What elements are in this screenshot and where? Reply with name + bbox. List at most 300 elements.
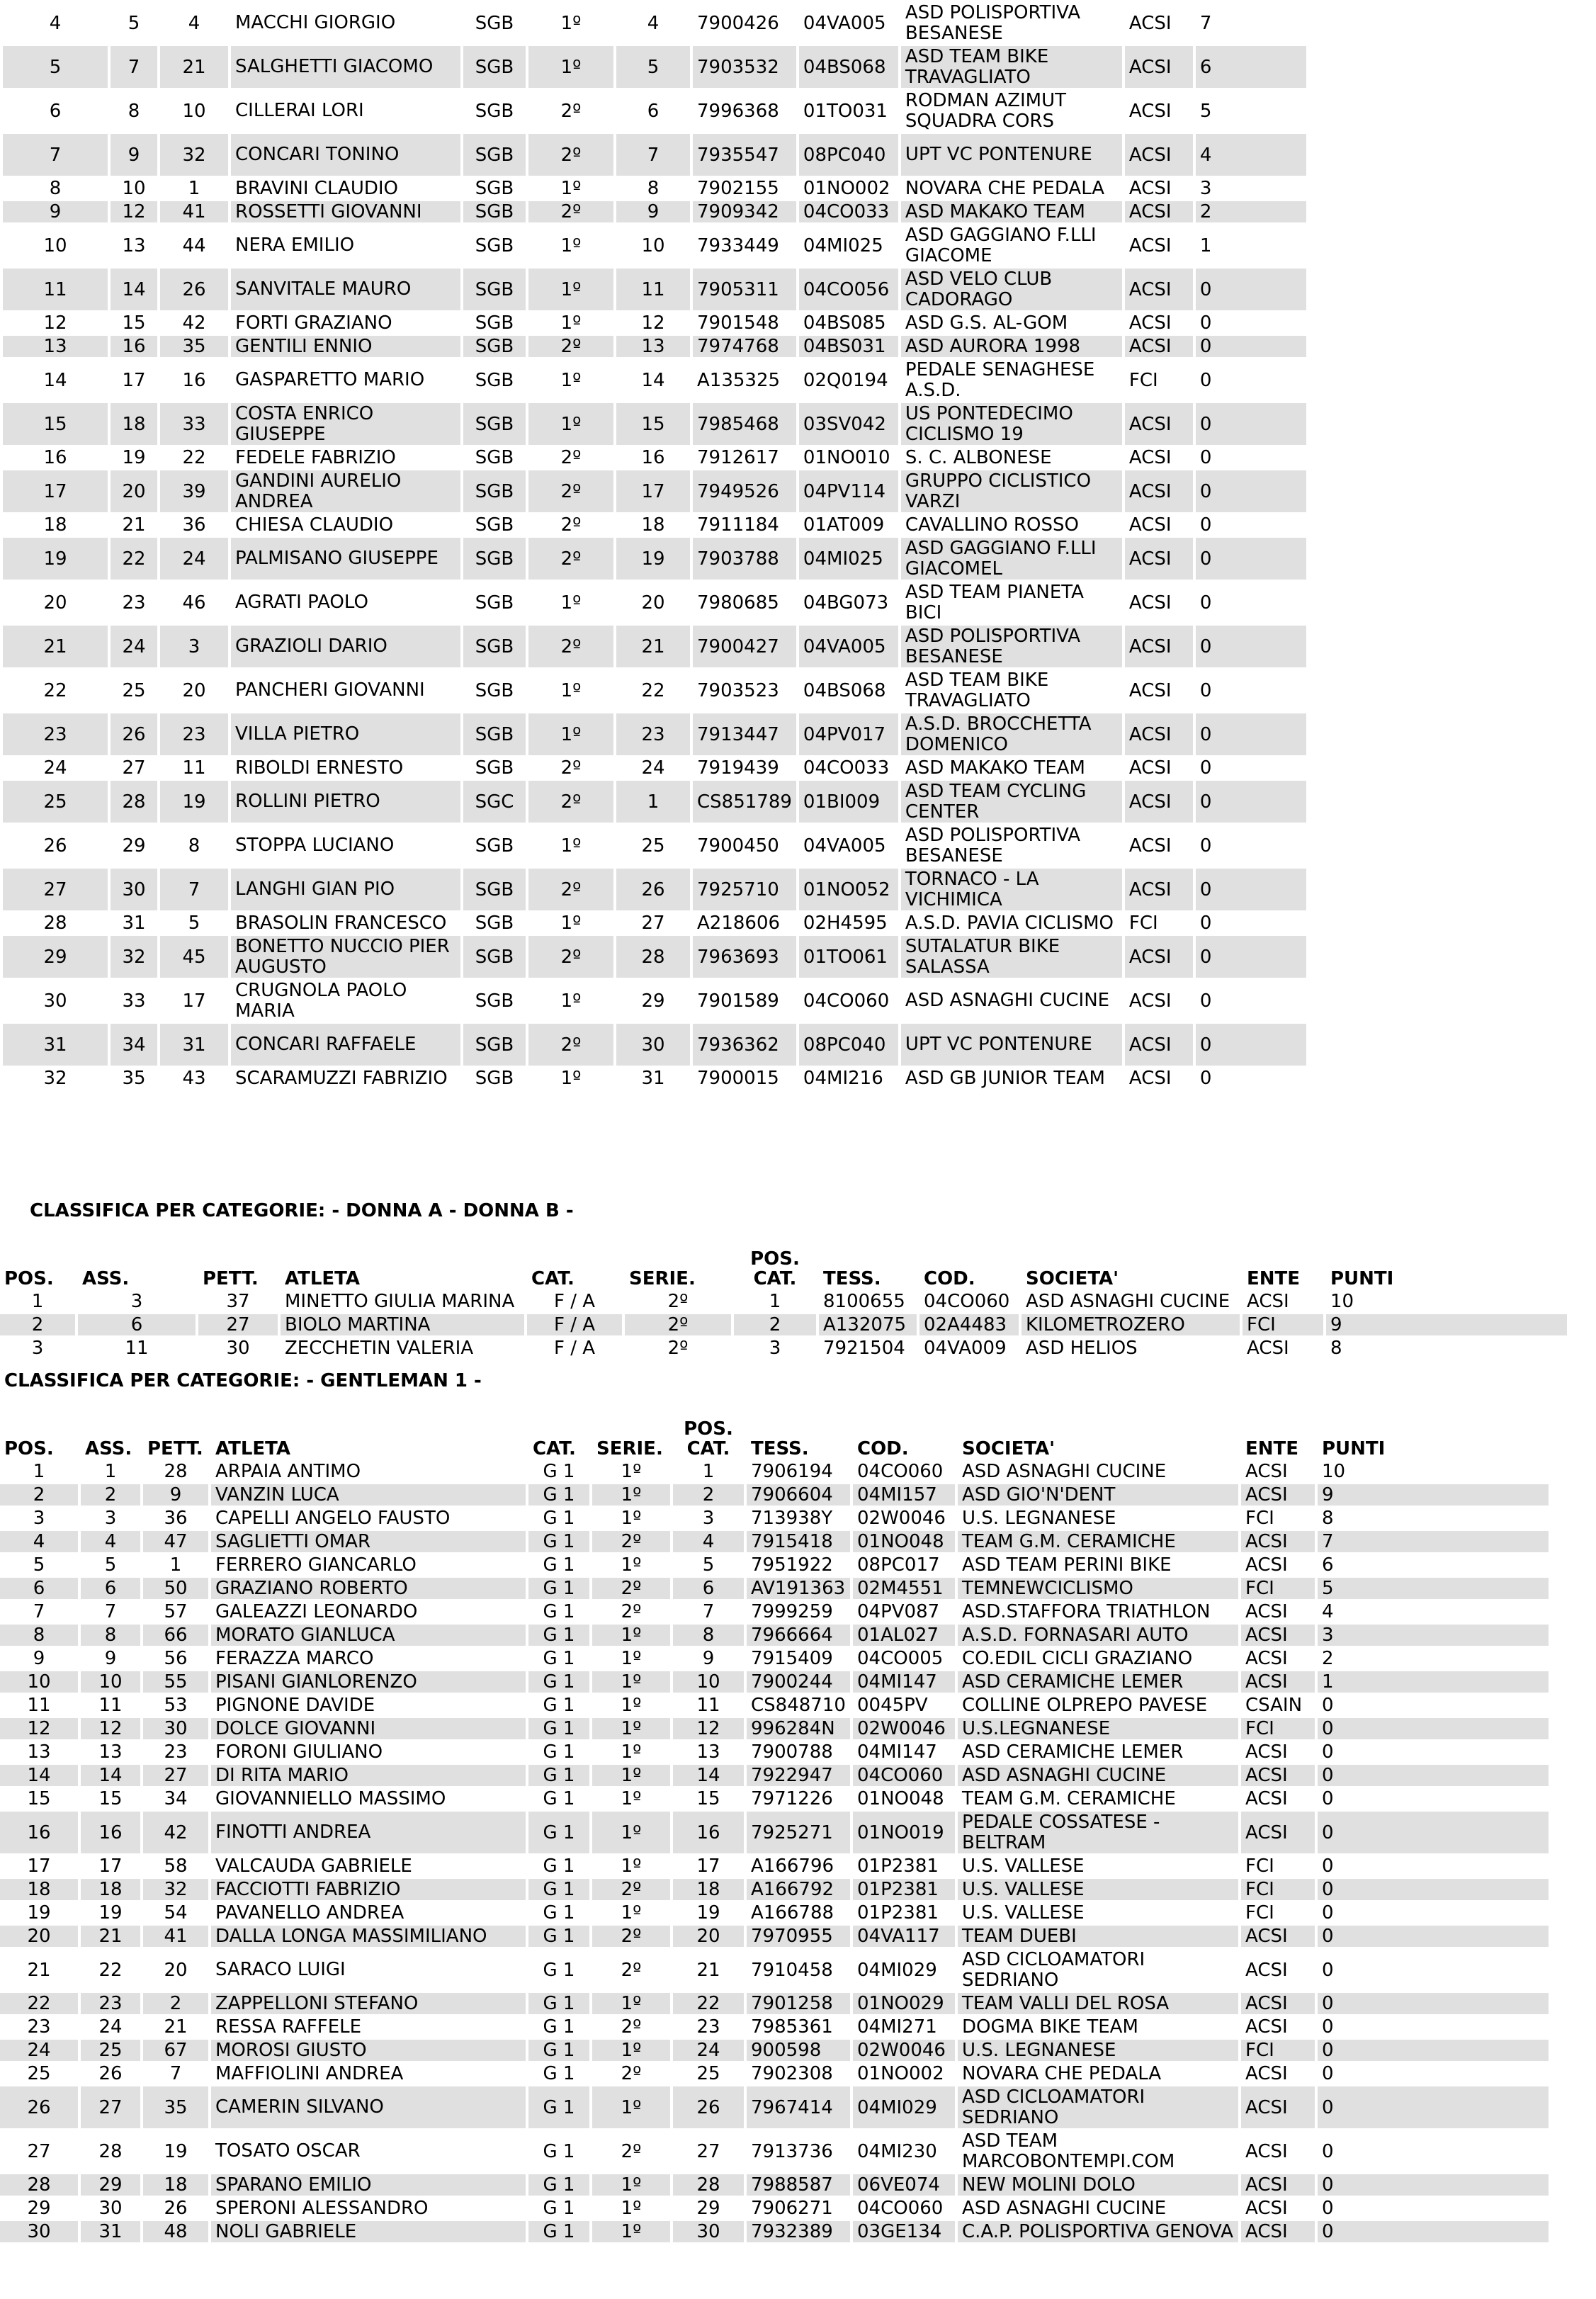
cell-cod: 04MI216 (803, 1068, 883, 1089)
cell-ass: 31 (122, 913, 146, 934)
cell-tess: 7903788 (693, 538, 796, 580)
cell-societa: ASD MAKAKO TEAM (905, 757, 1085, 779)
cell-atleta: SCARAMUZZI FABRIZIO (235, 1068, 448, 1089)
cell-atleta: FINOTTI ANDREA (211, 1812, 526, 1853)
cell-ente: ACSI (1241, 1812, 1315, 1853)
table-row (3, 225, 1306, 266)
cell-serie: 1º (621, 1648, 642, 1669)
cell-societa: ASD TEAM PIANETA BICI (905, 582, 1084, 623)
cell-poscat: 10 (641, 235, 665, 256)
cell-tess: AV191363 (747, 1578, 850, 1599)
cell-pos: 24 (0, 2040, 78, 2061)
cell-cod: 04BS085 (803, 312, 886, 334)
cell-serie: 2º (621, 2140, 642, 2162)
table-row (3, 336, 1306, 357)
cell-cod: 04MI230 (857, 2140, 937, 2162)
cell-pett: 1 (188, 178, 200, 199)
cell-pett: 24 (160, 538, 228, 580)
cell-tess: 996284N (747, 1718, 850, 1739)
cell-pett: 57 (164, 1601, 188, 1622)
cell-pos: 8 (0, 1625, 78, 1646)
cell-societa: U.S. VALLESE (962, 1902, 1085, 1924)
cell-cat: SGB (475, 447, 514, 468)
cell-serie: 1º (592, 1671, 670, 1693)
cell-pos: 7 (3, 134, 108, 176)
table-row (0, 1855, 1549, 1877)
cell-serie: 1º (621, 1902, 642, 1924)
cell-tess: 7922947 (747, 1765, 850, 1786)
cell-tess: 7925710 (693, 869, 796, 910)
table-row (0, 1993, 1549, 2014)
cell-pos: 25 (3, 781, 108, 823)
cell-pett: 2 (143, 1993, 208, 2014)
cell-pos: 30 (0, 2221, 78, 2242)
cell-serie: 2º (592, 1578, 670, 1599)
table-row (3, 936, 1306, 978)
cell-societa: U.S. LEGNANESE (958, 2040, 1238, 2061)
cell-cat: G 1 (528, 1812, 589, 1853)
cell-punti: 0 (1196, 336, 1306, 357)
cell-atleta: AGRATI PAOLO (235, 592, 368, 613)
cell-cat: G 1 (543, 2198, 575, 2219)
cell-ass: 11 (98, 1695, 123, 1716)
cell-atleta: PANCHERI GIOVANNI (235, 679, 425, 701)
cell-atleta: FEDELE FABRIZIO (235, 447, 396, 468)
cell-tess: 7910458 (751, 1959, 833, 1981)
cell-cat: SGB (463, 403, 526, 445)
cell-poscat: 20 (673, 1926, 744, 1947)
table-row (0, 1648, 1549, 1669)
cell-poscat: 25 (641, 835, 665, 857)
header-pett: PETT. (203, 1268, 259, 1289)
cell-poscat: 13 (696, 1741, 720, 1763)
cell-cod: 04CO060 (853, 1765, 955, 1786)
cell-ente: ACSI (1241, 1625, 1315, 1646)
cell-serie: 1º (592, 2221, 670, 2242)
cell-ass: 19 (98, 1902, 123, 1924)
cell-pos: 10 (0, 1671, 78, 1693)
table-row (0, 1788, 1549, 1809)
cell-poscat: 24 (673, 2040, 744, 2061)
cell-ente: ACSI (1125, 269, 1193, 310)
cell-serie: 1º (528, 46, 613, 88)
cell-tess: 7932389 (747, 2221, 850, 2242)
table-row (0, 2174, 1549, 2196)
cell-serie: 2º (667, 1338, 689, 1359)
cell-societa: ASD GB JUNIOR TEAM (905, 1068, 1105, 1089)
cell-cat: G 1 (528, 2086, 589, 2128)
cell-serie: 1º (592, 2086, 670, 2128)
cell-societa: ASD TEAM CYCLING CENTER (901, 781, 1122, 823)
table-row (3, 825, 1306, 866)
cell-tess: A218606 (697, 913, 781, 934)
cell-tess: 7900426 (697, 12, 779, 34)
cell-ass: 22 (98, 1959, 123, 1981)
cell-atleta: TOSATO OSCAR (215, 2140, 361, 2162)
cell-serie: 1º (560, 12, 582, 34)
cell-societa: U.S. VALLESE (958, 1879, 1238, 1900)
cell-serie: 2º (528, 336, 613, 357)
cell-pos: 32 (43, 1068, 67, 1089)
cell-pett: 41 (143, 1926, 208, 1947)
cell-cod: 04CO060 (857, 1461, 944, 1482)
cell-ente: ACSI (1125, 134, 1193, 176)
cell-atleta: CONCARI TONINO (231, 134, 460, 176)
cell-pos: 15 (27, 1788, 51, 1809)
cell-cod: 08PC040 (799, 1024, 898, 1066)
cell-tess: 7996368 (697, 100, 779, 122)
table-row (0, 1291, 1567, 1312)
table-row (0, 1601, 1549, 1622)
cell-pett: 17 (182, 990, 206, 1012)
cell-tess: 7980685 (697, 592, 779, 614)
cell-societa: TORNACO - LA VICHIMICA (901, 869, 1122, 910)
cell-poscat: 7 (616, 134, 690, 176)
cell-ass: 34 (111, 1024, 157, 1066)
cell-pos: 17 (3, 470, 108, 512)
cell-atleta: CRUGNOLA PAOLO MARIA (235, 980, 407, 1022)
cell-societa: U.S.LEGNANESE (958, 1718, 1238, 1739)
cell-atleta: FORTI GRAZIANO (235, 312, 392, 334)
cell-ente: ACSI (1245, 2198, 1288, 2219)
cell-societa: ASD VELO CLUB CADORAGO (901, 269, 1122, 310)
cell-societa: ASD GAGGIANO F.LLI GIACOME (905, 225, 1097, 266)
table-row (0, 1625, 1549, 1646)
cell-ass: 28 (98, 2140, 123, 2162)
cell-societa: NOVARA CHE PEDALA (905, 178, 1105, 199)
cell-ass: 14 (81, 1765, 140, 1786)
cell-serie: 1º (560, 990, 582, 1012)
cell-punti: 0 (1318, 1718, 1549, 1739)
table-row (0, 1314, 1567, 1335)
cell-pos: 13 (27, 1741, 51, 1763)
cell-poscat: 4 (673, 1531, 744, 1552)
cell-serie: 1º (560, 312, 582, 334)
cell-cod: 02H4595 (803, 913, 888, 934)
cell-cat: SGB (475, 757, 514, 779)
section-title-gentleman: CLASSIFICA PER CATEGORIE: - GENTLEMAN 1 - (4, 1370, 482, 1391)
cell-ass: 7 (104, 1601, 117, 1622)
cell-serie: 2º (528, 869, 613, 910)
table-row (0, 1508, 1549, 1529)
cell-tess: 7966664 (747, 1625, 850, 1646)
cell-cat: G 1 (528, 1926, 589, 1947)
cell-societa: ASD MAKAKO TEAM (901, 201, 1122, 222)
cell-tess: 7909342 (693, 201, 796, 222)
cell-pett: 20 (164, 1959, 188, 1981)
cell-poscat: 7 (702, 1601, 715, 1622)
cell-cod: 01P2381 (857, 1902, 939, 1924)
cell-poscat: 21 (616, 626, 690, 667)
cell-poscat: 10 (673, 1671, 744, 1693)
cell-ass: 6 (81, 1578, 140, 1599)
cell-pos: 9 (3, 201, 108, 222)
cell-poscat: 4 (647, 12, 660, 34)
cell-punti: 0 (1322, 1788, 1334, 1809)
cell-tess: 7912617 (697, 447, 779, 468)
cell-societa: RODMAN AZIMUT SQUADRA CORS (905, 90, 1067, 132)
cell-punti: 0 (1322, 1959, 1334, 1981)
cell-serie: 1º (621, 1554, 642, 1576)
cell-serie: 2º (528, 201, 613, 222)
cell-societa: ASD CICLOAMATORI SEDRIANO (962, 1949, 1145, 1991)
cell-societa: ASD TEAM BIKE TRAVAGLIATO (901, 46, 1122, 88)
cell-poscat: 15 (616, 403, 690, 445)
cell-punti: 0 (1199, 312, 1212, 334)
cell-cat: SGB (463, 336, 526, 357)
cell-ass: 17 (98, 1855, 123, 1877)
cell-tess: 7913447 (693, 713, 796, 755)
cell-ass: 30 (98, 2198, 123, 2219)
cell-pett: 42 (182, 312, 206, 334)
cell-tess: 7951922 (751, 1554, 833, 1576)
cell-cod: 04BG073 (803, 592, 889, 614)
cell-tess: 7971226 (751, 1788, 833, 1809)
header-serie: SERIE. (596, 1438, 663, 1459)
cell-cat: SGB (463, 626, 526, 667)
cell-cod: 01NO052 (799, 869, 898, 910)
cell-tess: 7967414 (747, 2086, 850, 2128)
cell-cod: 04MI029 (853, 2086, 955, 2128)
cell-ente: ACSI (1125, 1024, 1193, 1066)
cell-pos: 17 (27, 1855, 51, 1877)
cell-ass: 24 (111, 626, 157, 667)
cell-tess: 7911184 (697, 514, 779, 536)
cell-ente: CSAIN (1245, 1695, 1303, 1716)
cell-cat: SGB (463, 869, 526, 910)
cell-cod: 01NO010 (803, 447, 890, 468)
cell-cod: 04CO033 (799, 201, 898, 222)
cell-ass: 1 (104, 1461, 117, 1482)
cell-cod: 01TO061 (799, 936, 898, 978)
header-row (0, 1419, 1549, 1459)
cell-ente: ACSI (1128, 12, 1172, 34)
cell-pos: 3 (31, 1338, 44, 1359)
cell-serie: 1º (592, 1993, 670, 2014)
header-punti: PUNTI (1330, 1268, 1394, 1289)
cell-ente: FCI (1241, 1879, 1315, 1900)
cell-serie: 1º (592, 1765, 670, 1786)
cell-cat: SGB (463, 134, 526, 176)
cell-poscat: 27 (696, 2140, 720, 2162)
cell-serie: 2º (528, 538, 613, 580)
cell-ente: ACSI (1128, 100, 1172, 122)
cell-pos: 26 (0, 2086, 78, 2128)
cell-serie: 2º (528, 1024, 613, 1066)
cell-serie: 1º (528, 403, 613, 445)
cell-ass: 8 (81, 1625, 140, 1646)
table-row (3, 582, 1306, 623)
cell-punti: 10 (1330, 1291, 1354, 1312)
cell-societa: TEMNEWCICLISMO (958, 1578, 1238, 1599)
cell-serie: 1º (592, 1718, 670, 1739)
cell-societa: KILOMETROZERO (1021, 1314, 1240, 1335)
cell-ass: 16 (111, 336, 157, 357)
cell-punti: 0 (1199, 514, 1212, 536)
cell-pett: 23 (160, 713, 228, 755)
cell-serie: 2º (667, 1291, 689, 1312)
cell-cod: 02A4483 (919, 1314, 1019, 1335)
cell-cod: 04MI271 (857, 2016, 937, 2038)
table-row (0, 2040, 1549, 2061)
cell-pett: 43 (182, 1068, 206, 1089)
cell-pett: 4 (188, 12, 200, 34)
cell-pett: 26 (160, 269, 228, 310)
cell-ente: FCI (1241, 2040, 1315, 2061)
cell-cat: G 1 (528, 1578, 589, 1599)
cell-atleta: CAMERIN SILVANO (211, 2086, 526, 2128)
cell-punti: 0 (1322, 2063, 1334, 2084)
cell-punti: 0 (1318, 2086, 1549, 2128)
cell-cat: G 1 (528, 1993, 589, 2014)
cell-serie: 1º (592, 1812, 670, 1853)
cell-ente: ACSI (1125, 781, 1193, 823)
header-atleta: ATLETA (215, 1438, 291, 1459)
table-row (3, 90, 1306, 132)
cell-ass: 15 (98, 1788, 123, 1809)
cell-tess: 7901589 (697, 990, 779, 1012)
cell-pett: 37 (226, 1291, 250, 1312)
cell-atleta: SANVITALE MAURO (231, 269, 460, 310)
cell-cod: 03SV042 (799, 403, 898, 445)
cell-atleta: ZECCHETIN VALERIA (285, 1338, 474, 1359)
cell-poscat: 12 (673, 1718, 744, 1739)
cell-atleta: SARACO LUIGI (215, 1959, 346, 1980)
cell-ente: ACSI (1125, 336, 1193, 357)
cell-punti: 8 (1330, 1338, 1342, 1359)
cell-ass: 5 (128, 12, 140, 34)
cell-societa: NEW MOLINI DOLO (958, 2174, 1238, 2196)
header-row (0, 1249, 1567, 1289)
cell-cod: 04MI147 (853, 1671, 955, 1693)
cell-ente: FCI (1128, 369, 1158, 391)
cell-poscat: 13 (616, 336, 690, 357)
cell-cod: 01NO019 (853, 1812, 955, 1853)
cell-cat: SGB (475, 178, 514, 199)
cell-serie: 1º (592, 2174, 670, 2196)
cell-serie: 2º (560, 514, 582, 536)
cell-cod: 04VA005 (803, 835, 886, 857)
cell-pett: 20 (182, 679, 206, 701)
cell-societa: ASD POLISPORTIVA BESANESE (905, 825, 1081, 866)
table-row (3, 2, 1306, 44)
cell-ass: 29 (81, 2174, 140, 2196)
cell-punti: 2 (1196, 201, 1306, 222)
cell-cat: SGB (475, 312, 514, 334)
table-row (3, 359, 1306, 401)
table-row (3, 781, 1306, 823)
cell-societa: ASD ASNAGHI CUCINE (905, 990, 1110, 1011)
cell-ente: FCI (1243, 1314, 1323, 1335)
cell-pett: 34 (164, 1788, 188, 1809)
table-row (3, 913, 1306, 934)
cell-poscat: 2 (673, 1484, 744, 1506)
cell-cat: G 1 (543, 1508, 575, 1529)
cell-pett: 55 (143, 1671, 208, 1693)
cell-ente: ACSI (1125, 936, 1193, 978)
cell-pett: 5 (188, 913, 200, 934)
cell-pos: 29 (3, 936, 108, 978)
cell-poscat: 17 (616, 470, 690, 512)
cell-poscat: 14 (641, 369, 665, 391)
cell-ente: ACSI (1128, 514, 1172, 536)
cell-cat: G 1 (528, 2221, 589, 2242)
cell-punti: 4 (1196, 134, 1306, 176)
cell-cat: SGB (475, 913, 514, 934)
cell-tess: 7970955 (747, 1926, 850, 1947)
cell-atleta: RIBOLDI ERNESTO (235, 757, 404, 779)
cell-punti: 0 (1318, 1926, 1549, 1947)
cell-ass: 29 (122, 835, 146, 857)
cell-serie: 1º (560, 592, 582, 614)
cell-pos: 18 (0, 1879, 78, 1900)
cell-poscat: 30 (616, 1024, 690, 1066)
cell-pett: 31 (160, 1024, 228, 1066)
cell-societa: TEAM VALLI DEL ROSA (958, 1993, 1238, 2014)
cell-serie: 2º (528, 936, 613, 978)
standings-table-donna (0, 1247, 1570, 1361)
cell-cod: 01NO048 (857, 1788, 944, 1809)
cell-cat: G 1 (543, 2016, 575, 2038)
cell-tess: 7935547 (693, 134, 796, 176)
cell-tess: 7900450 (697, 835, 779, 857)
header-tess: TESS. (823, 1268, 881, 1289)
cell-serie: 2º (592, 1531, 670, 1552)
cell-tess: 7903532 (693, 46, 796, 88)
cell-cat: F / A (553, 1338, 596, 1359)
cell-ente: ACSI (1128, 312, 1172, 334)
cell-serie: 1º (621, 1741, 642, 1763)
cell-cat: SGB (475, 1068, 514, 1089)
cell-tess: 7974768 (693, 336, 796, 357)
cell-atleta: BRAVINI CLAUDIO (235, 178, 399, 199)
table-row (3, 626, 1306, 667)
cell-pett: 42 (143, 1812, 208, 1853)
cell-pos: 2 (0, 1484, 78, 1506)
cell-pett: 35 (160, 336, 228, 357)
cell-pos: 20 (43, 592, 67, 614)
cell-cod: 04MI029 (857, 1959, 937, 1981)
cell-ass: 23 (81, 1993, 140, 2014)
cell-societa: U.S. LEGNANESE (962, 1508, 1116, 1529)
cell-ass: 9 (104, 1648, 117, 1669)
cell-ente: ACSI (1128, 1068, 1172, 1089)
cell-pett: 35 (143, 2086, 208, 2128)
cell-poscat: 23 (696, 2016, 720, 2038)
cell-pett: 36 (164, 1508, 188, 1529)
cell-cat: G 1 (543, 1741, 575, 1763)
cell-pett: 46 (182, 592, 206, 614)
cell-ass: 22 (111, 538, 157, 580)
table-row (0, 1554, 1549, 1576)
cell-pett: 10 (182, 100, 206, 122)
cell-ente: ACSI (1241, 2174, 1315, 2196)
header-ass: ASS. (82, 1268, 130, 1289)
cell-societa: PEDALE COSSATESE - BELTRAM (958, 1812, 1238, 1853)
cell-atleta: GRAZIANO ROBERTO (211, 1578, 526, 1599)
cell-atleta: DI RITA MARIO (211, 1765, 526, 1786)
table-row (0, 1718, 1549, 1739)
cell-societa: PEDALE SENAGHESE A.S.D. (905, 359, 1095, 401)
cell-serie: 1º (560, 913, 582, 934)
cell-societa: TEAM G.M. CERAMICHE (958, 1531, 1238, 1552)
cell-cat: G 1 (543, 1788, 575, 1809)
cell-pos: 3 (33, 1508, 45, 1529)
cell-tess: 7949526 (693, 470, 796, 512)
cell-cod: 01NO002 (857, 2063, 944, 2084)
table-row (3, 134, 1306, 176)
cell-serie: 2º (528, 781, 613, 823)
